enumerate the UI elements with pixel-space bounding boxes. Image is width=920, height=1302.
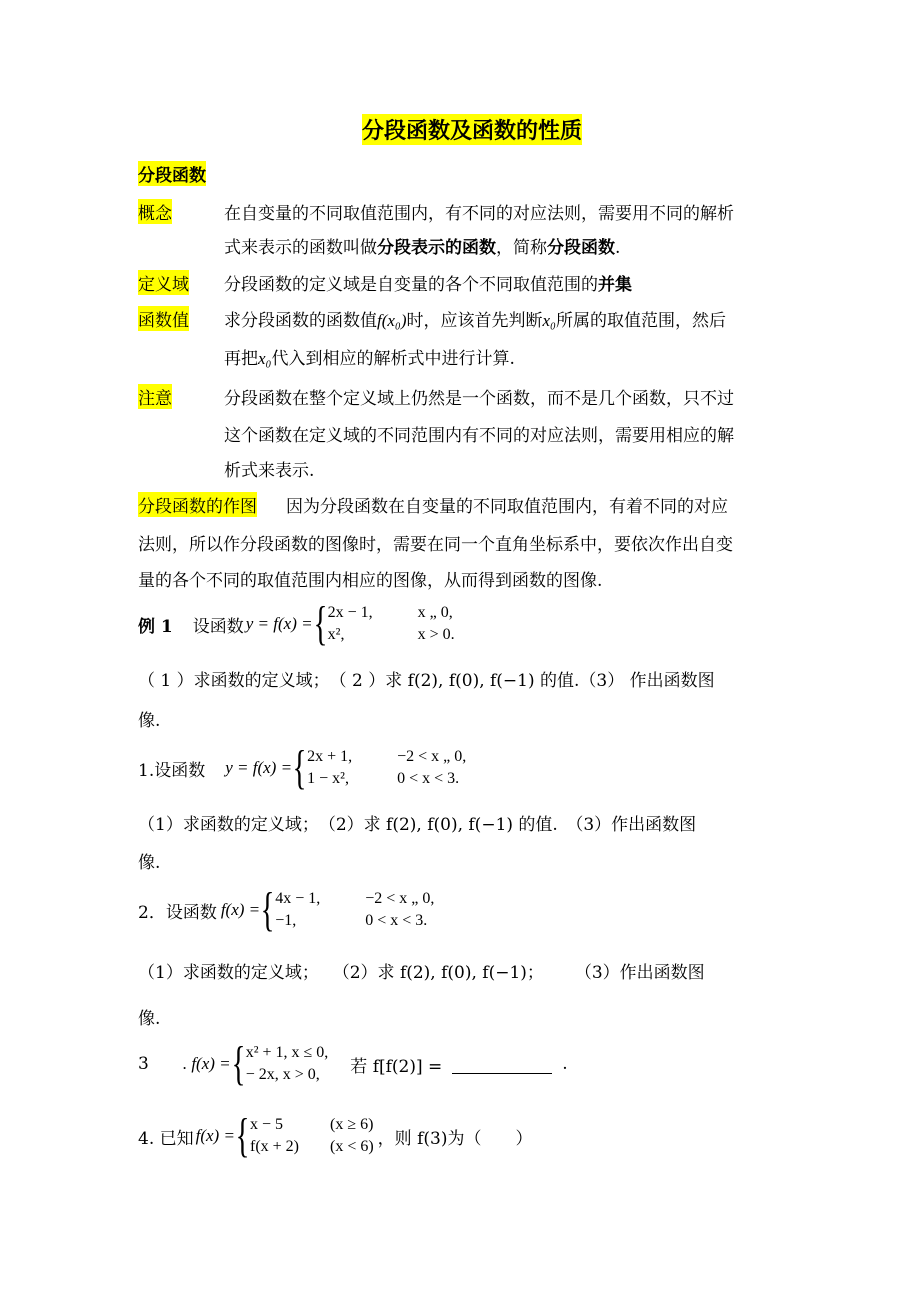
value-math3: x₀ [258,349,272,368]
problem-label: 2．设函数 [138,902,217,923]
example-lhs: y = f(x) = [245,614,313,633]
brace-icon: { [231,1037,246,1090]
brace-icon: { [260,883,275,936]
concept-term: 分段表示的函数 [377,238,496,258]
case-cond: x „ 0, [417,604,453,621]
cases [250,1114,374,1158]
case-expr: 1 − x², [307,770,349,787]
value-text4: 再把 [224,349,258,369]
note-line1: 分段函数在整个定义域上仍然是一个函数，而不是几个函数，只不过 [224,389,734,409]
problem-1 [138,741,467,794]
case-expr: f(x + 2) [249,1138,299,1155]
value-label: 函数值 [138,306,189,331]
brace-icon: { [235,1109,250,1162]
case-expr: − 2x, x > 0, [245,1066,320,1083]
case-expr: x² + 1, x ≤ 0, [245,1044,329,1061]
concept-label: 概念 [138,199,172,224]
problem-question: （1）求函数的定义域； （2）求 f(2), f(0), f(−1) 的值. （3）作出函数图 [138,815,697,835]
problem-label: 4. 已知 [138,1128,194,1149]
case-cond: 0 < x < 3. [365,912,428,929]
problem-question-end: 像. [138,1009,161,1029]
cases [328,602,455,646]
problem-lhs: y = f(x) = [225,758,293,777]
example-1 [138,597,455,650]
example-lead: 设函数 [192,616,244,637]
problem-lhs: f(x) = [195,1126,235,1145]
example-label: 例 1 [138,616,173,637]
example-question: （ 1 ）求函数的定义域； （ 2 ）求 f(2), f(0), f(−1) 的值.（3） 作出函数图 [138,671,715,691]
brace-icon: { [313,597,328,650]
case-cond: 0 < x < 3. [397,770,460,787]
case-expr: 4x − 1, [275,890,321,907]
cases [246,1042,329,1086]
value-text: 求分段函数的函数值 [224,311,377,331]
note-line2: 这个函数在定义域的不同范围内有不同的对应法则，需要用相应的解 [224,426,734,446]
problem-question-end: 像. [138,853,161,873]
graph-line3: 量的各个不同的取值范围内相应的图像，从而得到函数的图像. [138,571,603,591]
note-line3: 析式来表示. [224,461,315,481]
problem-2 [138,883,435,936]
value-text5: 代入到相应的解析式中进行计算. [271,349,515,369]
problem-question: （1）求函数的定义域； （2）求 f(2), f(0), f(−1)； （3）作出函数图 [138,963,705,983]
problem-4 [138,1109,533,1162]
cases [307,746,466,790]
case-cond: (x ≥ 6) [329,1116,374,1133]
concept-term2: 分段函数 [547,238,615,258]
graph-line1: 因为分段函数在自变量的不同取值范围内，有着不同的对应 [286,497,728,517]
case-expr: 2x − 1, [327,604,373,621]
case-cond: −2 < x „ 0, [397,748,467,765]
domain-text [224,270,632,295]
problem-lhs: . f(x) = [182,1054,231,1073]
problem-end: . [562,1054,568,1074]
case-cond: (x < 6) [329,1138,374,1155]
problem-lhs: f(x) = [220,900,261,919]
problem-3 [138,1037,568,1090]
example-question-end: 像. [138,711,161,731]
page-title: 分段函数及函数的性质 [362,114,582,145]
value-text2: 时，应该首先判断 [406,311,543,331]
concept-line2 [224,233,620,258]
value-line2 [224,344,515,369]
value-text3: 所属的取值范围，然后 [555,311,726,331]
problem-label: 3 [138,1054,149,1074]
cases [275,888,434,932]
value-line1 [224,306,726,331]
domain-text-a: 分段函数的定义域是自变量的各个不同取值范围的 [224,275,598,295]
graph-label: 分段函数的作图 [138,492,257,517]
problem-label: 1.设函数 [138,760,206,781]
answer-blank[interactable] [452,1055,552,1074]
concept-line1: 在自变量的不同取值范围内，有不同的对应法则，需要用不同的解析 [224,204,734,224]
concept-text: 式来表示的函数叫做 [224,238,377,258]
case-cond: −2 < x „ 0, [365,890,435,907]
case-expr: 2x + 1, [307,748,353,765]
concept-end: . [615,238,621,258]
note-label: 注意 [138,384,172,409]
domain-label: 定义域 [138,270,189,295]
case-expr: x², [327,626,345,643]
graph-line2: 法则，所以作分段函数的图像时，需要在同一个直角坐标系中，要依次作出自变 [138,535,733,555]
case-cond: x > 0. [417,626,455,643]
case-expr: −1, [275,912,297,929]
concept-text2: ，简称 [496,238,547,258]
problem-tail: 若 f[f(2)] = [350,1056,443,1077]
value-math: f(x₀) [377,311,407,330]
case-expr: x − 5 [249,1116,284,1133]
section-heading: 分段函数 [138,161,206,186]
value-math2: x₀ [542,311,556,330]
problem-tail: ，则 f(3)为（ ） [377,1128,533,1149]
brace-icon: { [292,741,307,794]
domain-term: 并集 [598,275,632,295]
